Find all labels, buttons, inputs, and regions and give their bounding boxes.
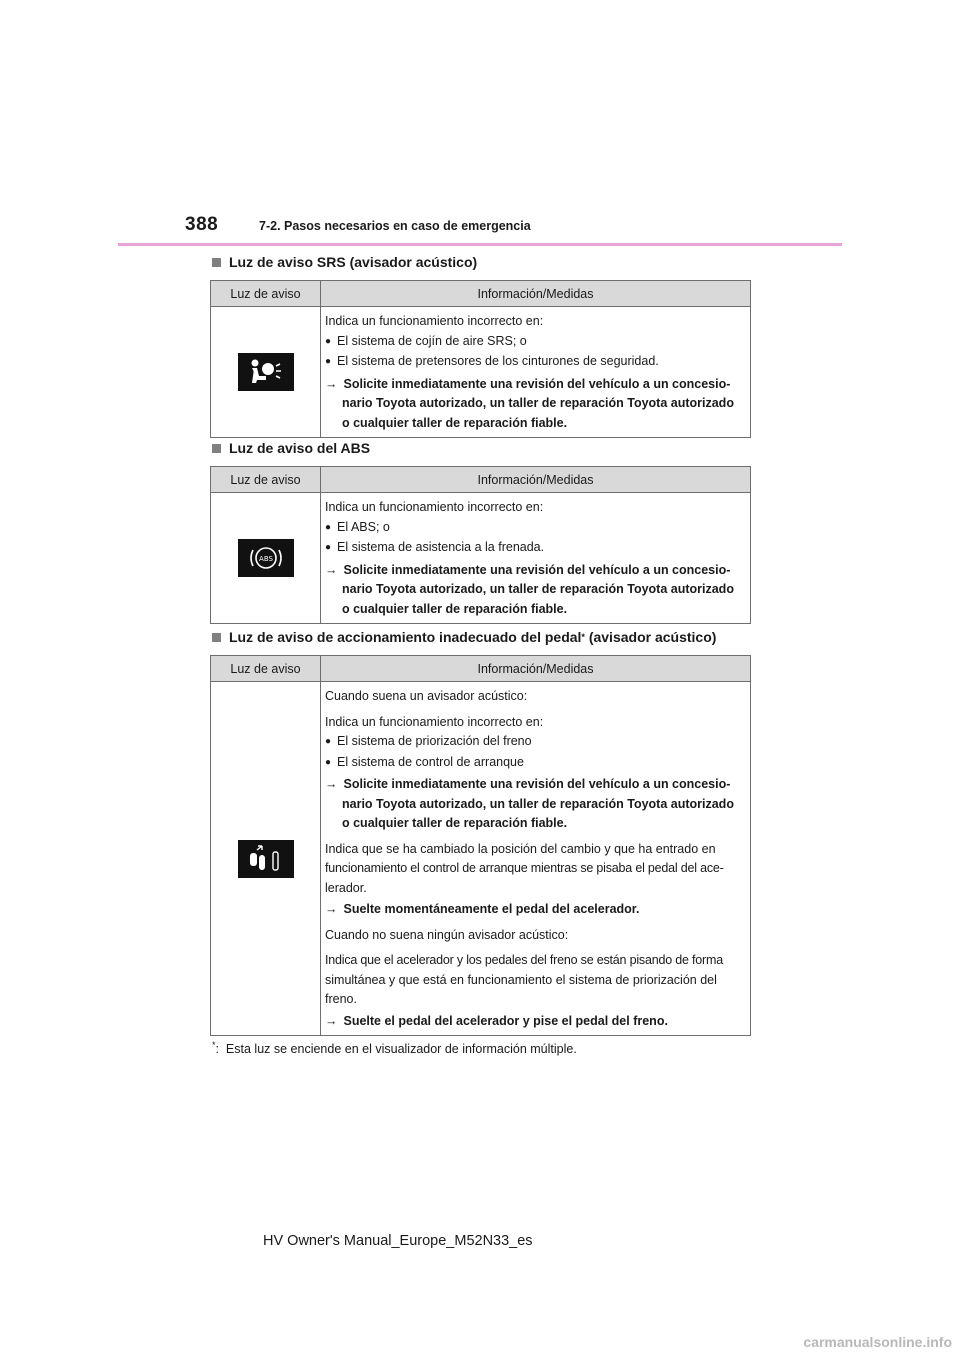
arrow-icon: → [325,902,338,916]
arrow-icon: → [325,777,338,791]
column-header-light: Luz de aviso [211,656,321,682]
abs-heading [212,440,370,456]
srs-table [210,280,751,438]
pedal-shift-action [325,900,744,920]
pedal-both-action [325,1012,744,1032]
pedal-action-line: nario Toyota autorizado, un taller de reparación Toyota autorizado [342,796,734,811]
abs-bullet: ● El ABS; o [325,518,744,539]
column-header-info: Información/Medidas [321,281,751,307]
heading-square-icon [212,633,221,642]
srs-icon-cell [211,307,321,438]
page-number: 388 [185,214,219,235]
pedal-heading [212,629,716,645]
abs-table [210,466,751,624]
manual-name: HV Owner's Manual_Europe_M52N33_es [263,1233,533,1249]
srs-action [325,375,744,395]
abs-action-line: o cualquier taller de reparación fiable. [342,601,568,616]
column-header-light: Luz de aviso [211,281,321,307]
pedal-both-action-text: Suelte el pedal del acelerador y pise el pedal del freno. [343,1013,668,1028]
abs-icon-label: ABS [258,555,273,563]
abs-action-line: nario Toyota autorizado, un taller de reparación Toyota autorizado [342,582,734,596]
srs-info-cell [321,307,751,438]
heading-square-icon [212,444,221,453]
section-title: 7-2. Pasos necesarios en caso de emergencia [259,219,531,233]
pedal-bullet: ● El sistema de control de arranque [325,753,744,774]
footnote-mark: * [212,1040,216,1050]
pedal-heading-mark: * [581,632,585,642]
pedal-misoperation-warning-icon [238,840,294,878]
abs-warning-icon [238,539,294,577]
abs-icon-cell [211,493,321,624]
abs-intro: Indica un funcionamiento incorrecto en: [325,500,544,514]
pedal-intro: Indica un funcionamiento incorrecto en: [325,714,544,729]
pedal-table [210,655,751,1036]
srs-bullet: ● El sistema de cojín de aire SRS; o [325,332,744,353]
pedal-shift-action-text: Suelte momentáneamente el pedal del acelerador. [343,902,640,916]
pedal-action-line: Solicite inmediatamente una revisión del vehículo a un concesio- [343,777,731,791]
pedal-icon-cell [211,682,321,1036]
pedal-action-line: o cualquier taller de reparación fiable. [342,816,568,830]
arrow-icon: → [325,562,338,577]
footnote-text: : Esta luz se enciende en el visualizador de información múltiple. [215,1042,577,1057]
abs-heading-text: Luz de aviso del ABS [229,440,371,456]
column-header-light: Luz de aviso [211,467,321,493]
pedal-both-line: simultánea y que está en funcionamiento el sistema de priorización del [325,972,717,987]
srs-intro: Indica un funcionamiento incorrecto en: [325,314,544,328]
pedal-both-line: Indica que el acelerador y los pedales del freno se están pisando de forma [325,953,723,967]
pedal-info-cell [321,682,751,1036]
srs-heading-text: Luz de aviso SRS (avisador acústico) [229,254,478,270]
pedal-heading-suffix: (avisador acústico) [584,629,717,645]
footnote [212,1040,577,1056]
arrow-icon: → [325,1013,338,1028]
pedal-shift-line: lerador. [325,880,367,895]
watermark: carmanualsonline.info [803,1334,952,1350]
srs-action-line: nario Toyota autorizado, un taller de reparación Toyota autorizado [342,396,734,410]
pedal-shift-line: funcionamiento el control de arranque mientras se pisaba el pedal del ace- [325,861,724,875]
pedal-heading-text: Luz de aviso de accionamiento inadecuado del pedal [229,629,582,645]
column-header-info: Información/Medidas [321,656,751,682]
pedal-bullet: ● El sistema de priorización del freno [325,732,744,753]
pedal-sound-off: Cuando no suena ningún avisador acústico: [325,927,569,942]
header-rule [118,243,842,246]
heading-square-icon [212,258,221,267]
pedal-sound-on: Cuando suena un avisador acústico: [325,689,528,703]
srs-action-line: o cualquier taller de reparación fiable. [342,415,568,430]
abs-info-cell [321,493,751,624]
abs-action [325,561,744,581]
pedal-action [325,775,744,795]
arrow-icon: → [325,376,338,391]
srs-action-line: Solicite inmediatamente una revisión del vehículo a un concesio- [343,376,731,391]
column-header-info: Información/Medidas [321,467,751,493]
srs-heading [212,254,477,270]
abs-action-line: Solicite inmediatamente una revisión del vehículo a un concesio- [343,562,731,577]
airbag-warning-icon [238,353,294,391]
pedal-shift-line: Indica que se ha cambiado la posición del cambio y que ha entrado en [325,841,716,856]
srs-bullet: ● El sistema de pretensores de los cinturones de seguridad. [325,352,744,373]
abs-bullet: ● El sistema de asistencia a la frenada. [325,538,744,559]
pedal-both-line: freno. [325,992,357,1006]
